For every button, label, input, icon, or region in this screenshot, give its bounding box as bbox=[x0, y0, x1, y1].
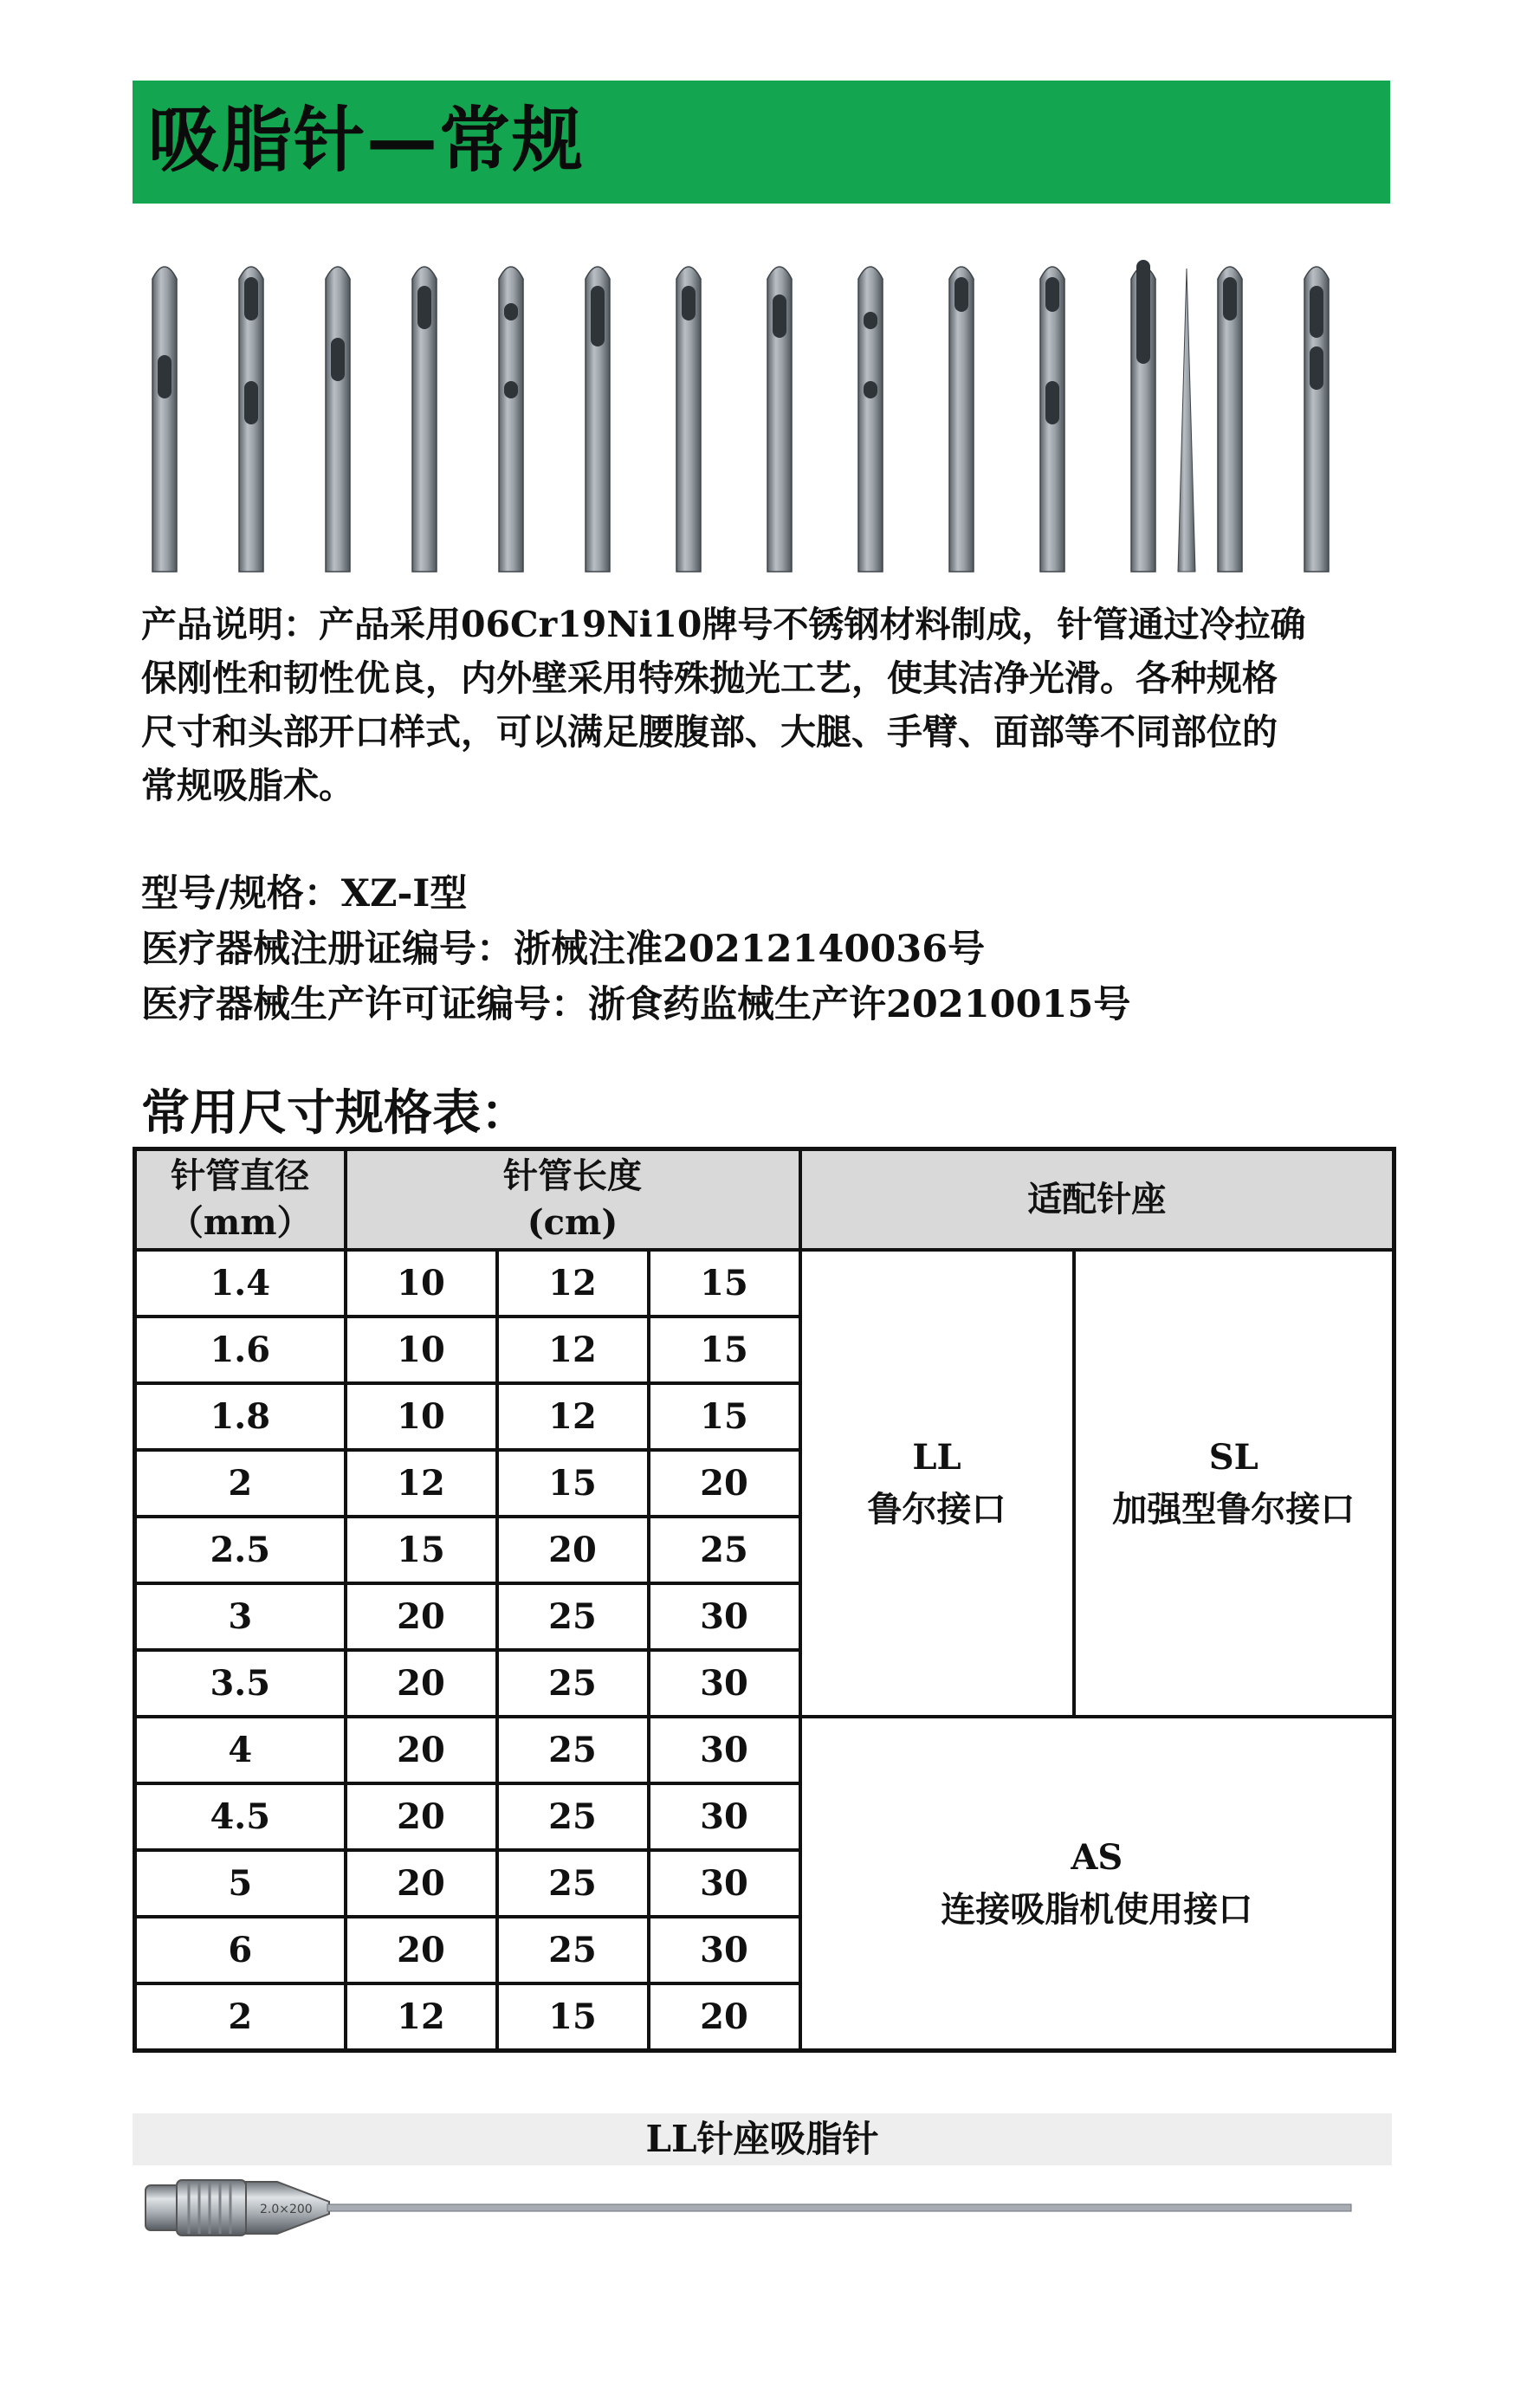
product-description bbox=[141, 598, 1388, 812]
length-header: 针管长度 (cm) bbox=[346, 1149, 800, 1251]
length-cell: 10 bbox=[346, 1317, 497, 1383]
length-cell: 10 bbox=[346, 1383, 497, 1450]
description-line: 保刚性和韧性优良，内外壁采用特殊抛光工艺，使其洁净光滑。各种规格 bbox=[141, 657, 1278, 699]
spec-info bbox=[141, 866, 1130, 1032]
cannula-opening bbox=[158, 355, 171, 398]
cannula-tips-illustration bbox=[130, 251, 1394, 580]
length-cell: 15 bbox=[497, 1983, 649, 2051]
description-line: 尺寸和头部开口样式，可以满足腰腹部、大腿、手臂、面部等不同部位的 bbox=[141, 711, 1278, 753]
length-cell: 20 bbox=[346, 1783, 497, 1850]
length-cell: 12 bbox=[346, 1983, 497, 2051]
length-cell: 25 bbox=[497, 1583, 649, 1650]
ll-hub-needle-illustration bbox=[139, 2161, 1360, 2248]
length-cell: 30 bbox=[649, 1917, 800, 1983]
diameter-cell: 2.5 bbox=[135, 1517, 346, 1583]
cannula-opening bbox=[864, 312, 877, 329]
cannula-opening bbox=[864, 381, 877, 398]
spatula-tip bbox=[1178, 269, 1195, 572]
diameter-cell: 3 bbox=[135, 1583, 346, 1650]
cannula-opening bbox=[773, 294, 786, 338]
cannula-opening bbox=[1223, 277, 1237, 320]
length-cell: 15 bbox=[649, 1383, 800, 1450]
length-cell: 30 bbox=[649, 1783, 800, 1850]
hub-header: 适配针座 bbox=[800, 1149, 1394, 1251]
length-cell: 20 bbox=[346, 1583, 497, 1650]
cannula-opening bbox=[504, 303, 518, 320]
length-cell: 25 bbox=[497, 1783, 649, 1850]
diameter-cell: 1.8 bbox=[135, 1383, 346, 1450]
length-cell: 20 bbox=[497, 1517, 649, 1583]
hub-ll-cell: LL 鲁尔接口 bbox=[800, 1250, 1074, 1717]
diameter-cell: 4 bbox=[135, 1717, 346, 1783]
length-cell: 12 bbox=[497, 1317, 649, 1383]
table-header-row bbox=[135, 1149, 1394, 1251]
cannula-opening bbox=[954, 277, 968, 312]
ll-needle-caption: LL针座吸脂针 bbox=[645, 2118, 879, 2160]
length-cell: 15 bbox=[649, 1250, 800, 1317]
diameter-cell: 1.6 bbox=[135, 1317, 346, 1383]
cannula-opening bbox=[244, 381, 258, 424]
cannula-tip bbox=[152, 267, 177, 572]
cannula-opening bbox=[591, 286, 605, 346]
length-cell: 20 bbox=[649, 1983, 800, 2051]
length-cell: 12 bbox=[497, 1250, 649, 1317]
diameter-cell: 2 bbox=[135, 1983, 346, 2051]
cannula-opening bbox=[1045, 277, 1059, 312]
cannula-opening bbox=[504, 381, 518, 398]
diameter-cell: 4.5 bbox=[135, 1783, 346, 1850]
length-cell: 20 bbox=[346, 1850, 497, 1917]
hub-sl-cell: SL 加强型鲁尔接口 bbox=[1074, 1250, 1394, 1717]
cannula-opening bbox=[682, 286, 696, 320]
header-bar bbox=[133, 81, 1390, 204]
diameter-cell: 1.4 bbox=[135, 1250, 346, 1317]
length-cell: 25 bbox=[497, 1717, 649, 1783]
diameter-cell: 2 bbox=[135, 1450, 346, 1517]
length-cell: 15 bbox=[346, 1517, 497, 1583]
diameter-header: 针管直径 （mm） bbox=[135, 1149, 346, 1251]
cannula-opening bbox=[1136, 260, 1150, 364]
cannula-opening bbox=[1310, 346, 1323, 390]
length-cell: 15 bbox=[497, 1450, 649, 1517]
registration-number: 医疗器械注册证编号：浙械注准20212140036号 bbox=[141, 928, 986, 971]
table-row bbox=[135, 1717, 1394, 1783]
length-cell: 20 bbox=[346, 1917, 497, 1983]
table-title: 常用尺寸规格表： bbox=[141, 1085, 529, 1142]
production-license: 医疗器械生产许可证编号：浙食药监械生产许20210015号 bbox=[141, 983, 1131, 1026]
length-cell: 30 bbox=[649, 1850, 800, 1917]
hub-engraving: 2.0×200 bbox=[260, 2203, 313, 2216]
hub-as-cell: AS 连接吸脂机使用接口 bbox=[800, 1717, 1394, 2051]
size-spec-table bbox=[133, 1147, 1396, 2053]
length-cell: 20 bbox=[649, 1450, 800, 1517]
cannula-opening bbox=[244, 277, 258, 320]
cannula-opening bbox=[417, 286, 431, 329]
length-cell: 10 bbox=[346, 1250, 497, 1317]
length-cell: 30 bbox=[649, 1650, 800, 1717]
length-cell: 20 bbox=[346, 1717, 497, 1783]
model-spec: 型号/规格：XZ-I型 bbox=[141, 872, 468, 916]
length-cell: 12 bbox=[497, 1383, 649, 1450]
length-cell: 25 bbox=[497, 1850, 649, 1917]
description-line: 产品说明：产品采用06Cr19Ni10牌号不锈钢材料制成，针管通过冷拉确 bbox=[141, 604, 1306, 645]
cannula-tip bbox=[326, 267, 350, 572]
cannula-opening bbox=[1310, 286, 1323, 338]
table-row bbox=[135, 1250, 1394, 1317]
diameter-cell: 6 bbox=[135, 1917, 346, 1983]
bottom-caption-band bbox=[133, 2113, 1392, 2165]
cannula-tip bbox=[949, 267, 974, 572]
length-cell: 25 bbox=[649, 1517, 800, 1583]
length-cell: 15 bbox=[649, 1317, 800, 1383]
cannula-opening bbox=[1045, 381, 1059, 424]
length-cell: 20 bbox=[346, 1650, 497, 1717]
page-title: 吸脂针—常规 bbox=[148, 100, 586, 182]
diameter-cell: 5 bbox=[135, 1850, 346, 1917]
length-cell: 30 bbox=[649, 1717, 800, 1783]
length-cell: 25 bbox=[497, 1650, 649, 1717]
length-cell: 25 bbox=[497, 1917, 649, 1983]
cannula-opening bbox=[331, 338, 345, 381]
length-cell: 12 bbox=[346, 1450, 497, 1517]
diameter-cell: 3.5 bbox=[135, 1650, 346, 1717]
description-line: 常规吸脂术。 bbox=[141, 765, 354, 806]
length-cell: 30 bbox=[649, 1583, 800, 1650]
